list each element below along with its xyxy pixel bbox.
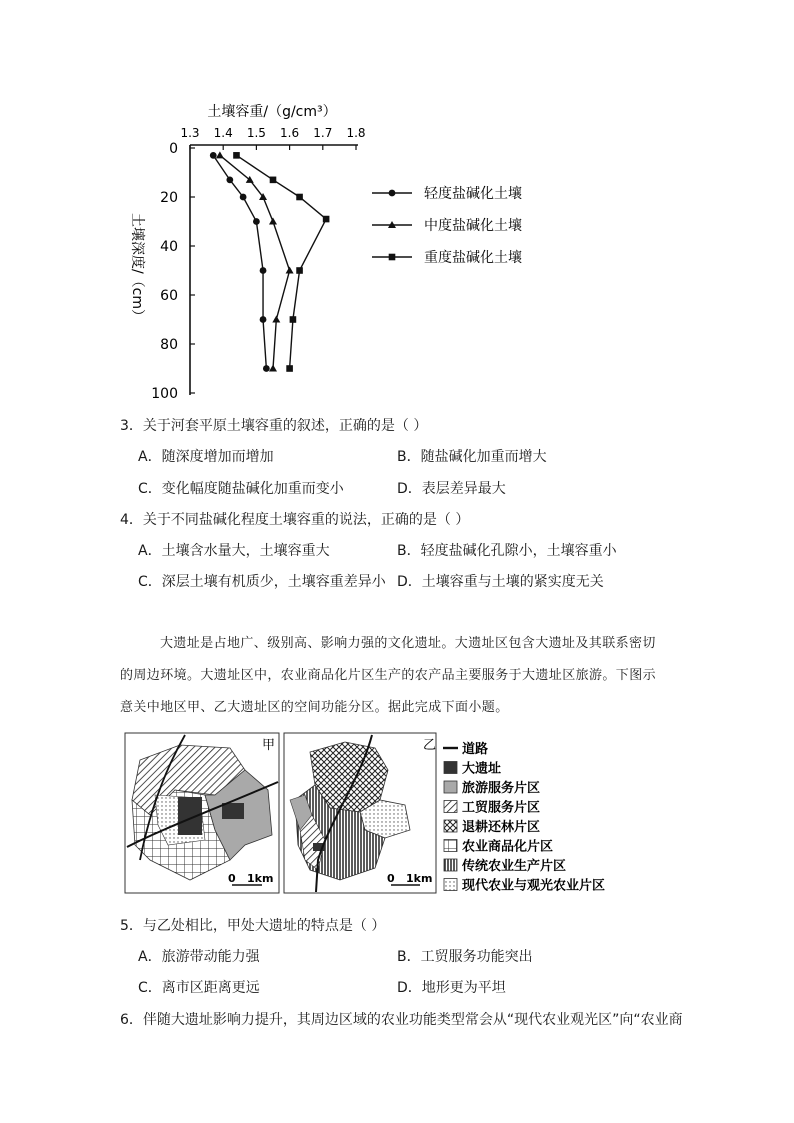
yi-label: 乙 (423, 738, 437, 753)
question-5-option-b[interactable]: B．工贸服务功能突出 (397, 949, 533, 965)
data-point (286, 365, 293, 372)
data-point (296, 267, 303, 274)
question-3-option-a[interactable]: A．随深度增加而增加 (138, 449, 274, 465)
legend-marker (389, 254, 396, 261)
map-legend-label: 大遗址 (462, 761, 502, 777)
question-6-stem: 6．伴随大遗址影响力提升，其周边区域的农业功能类型常会从“现代农业观光区”向“农业商 (120, 1012, 683, 1028)
map-legend-item-traditional (444, 858, 566, 874)
map-legend-item-tourism (444, 780, 540, 796)
map-legend-label: 工贸服务片区 (462, 800, 541, 816)
map-legend (443, 741, 605, 894)
jia-scale-zero: 0 (228, 872, 236, 885)
y-tick-label: 40 (160, 239, 178, 255)
legend-item (372, 249, 522, 266)
question-5-stem: 5．与乙处相比，甲处大遗址的特点是（ ） (120, 918, 386, 934)
legend-swatch (444, 879, 457, 891)
y-tick-label: 100 (151, 386, 178, 402)
data-point (260, 267, 267, 274)
y-axis-ticks (151, 141, 195, 402)
question-4-option-a[interactable]: A．土壤含水量大，土壤容重大 (138, 543, 330, 559)
y-tick-label: 0 (169, 141, 178, 157)
map-legend-item-site (444, 761, 501, 777)
passage-line-3: 意关中地区甲、乙大遗址区的空间功能分区。据此完成下面小题。 (120, 700, 509, 715)
data-point (323, 216, 330, 223)
question-4-option-c[interactable]: C．深层土壤有机质少，土壤容重差异小 (138, 574, 386, 590)
map-legend-item-modern (444, 878, 605, 894)
data-point (210, 152, 217, 159)
series-circle (210, 152, 270, 372)
yi-scale-zero: 0 (387, 872, 395, 885)
legend-swatch (444, 762, 457, 774)
map-legend-item-road (443, 741, 488, 757)
data-point (269, 218, 277, 225)
series-line (236, 155, 326, 368)
data-point (269, 365, 277, 372)
legend-swatch (444, 840, 457, 852)
map-legend-item-commodity (444, 839, 553, 855)
y-tick-label: 80 (160, 337, 178, 353)
yi-scale-unit: 1km (406, 872, 433, 885)
data-point (216, 151, 224, 158)
legend-swatch (444, 859, 457, 871)
y-tick-label: 20 (160, 190, 178, 206)
data-point (263, 365, 270, 372)
soil-bulk-density-chart (0, 0, 794, 410)
legend-item (372, 217, 522, 234)
data-point (253, 218, 260, 225)
data-point (286, 267, 294, 274)
series-line (213, 155, 266, 368)
data-point (260, 316, 267, 323)
series-layer (210, 151, 330, 372)
question-5-option-d[interactable]: D．地形更为平坦 (397, 980, 506, 996)
x-axis-ticks (180, 126, 365, 150)
passage-line-1: 大遗址是占地广、级别高、影响力强的文化遗址。大遗址区包含大遗址及其联系密切 (160, 636, 656, 651)
map-legend-item-forest (444, 819, 540, 835)
jia-site-east (222, 803, 244, 819)
x-tick-label: 1.7 (313, 126, 333, 140)
jia-label: 甲 (262, 738, 276, 753)
map-legend-label: 现代农业与观光农业片区 (462, 878, 606, 894)
legend-label: 轻度盐碱化土壤 (424, 186, 522, 202)
map-legend-label: 道路 (462, 742, 489, 757)
x-tick-label: 1.6 (280, 126, 300, 140)
question-5-option-c[interactable]: C．离市区距离更远 (138, 980, 260, 996)
question-3-option-b[interactable]: B．随盐碱化加重而增大 (397, 449, 547, 465)
question-5-option-a[interactable]: A．旅游带动能力强 (138, 949, 260, 965)
x-tick-label: 1.4 (213, 126, 233, 140)
data-point (272, 316, 280, 323)
question-3-stem: 3．关于河套平原土壤容重的叙述，正确的是（ ） (120, 418, 428, 434)
chart-legend (372, 185, 522, 266)
y-tick-label: 60 (160, 288, 178, 304)
data-point (270, 177, 277, 184)
passage-line-2: 的周边环境。大遗址区中，农业商品化片区生产的农产品主要服务于大遗址区旅游。下图示 (120, 668, 657, 683)
legend-swatch (444, 781, 457, 793)
legend-label: 中度盐碱化土壤 (424, 218, 522, 234)
legend-marker (389, 190, 396, 197)
series-square (233, 152, 329, 372)
y-axis-label: 土壤深度/（cm） (129, 212, 145, 324)
map-yi (284, 733, 436, 893)
map-legend-label: 传统农业生产片区 (462, 859, 567, 874)
question-4-option-b[interactable]: B．轻度盐碱化孔隙小，土壤容重小 (397, 543, 617, 559)
legend-label: 重度盐碱化土壤 (424, 250, 522, 266)
legend-swatch (444, 820, 457, 832)
map-legend-item-trade (444, 800, 540, 816)
map-legend-label: 退耕还林片区 (462, 820, 541, 835)
x-tick-label: 1.5 (246, 126, 266, 140)
chart-title: 土壤容重/（g/cm³） (207, 104, 337, 120)
map-jia (125, 733, 279, 893)
x-tick-label: 1.3 (180, 126, 200, 140)
series-line (220, 155, 290, 368)
jia-scale-unit: 1km (247, 872, 274, 885)
legend-swatch (444, 801, 457, 813)
map-legend-label: 农业商品化片区 (462, 839, 554, 855)
data-point (233, 152, 240, 159)
site-zoning-maps (0, 725, 794, 900)
series-triangle (216, 151, 294, 371)
x-tick-label: 1.8 (346, 126, 366, 140)
question-4-option-d[interactable]: D．土壤容重与土壤的紧实度无关 (397, 574, 604, 590)
question-3-option-c[interactable]: C．变化幅度随盐碱化加重而变小 (138, 481, 344, 497)
legend-item (372, 185, 522, 202)
question-3-option-d[interactable]: D．表层差异最大 (397, 481, 506, 497)
data-point (226, 176, 233, 183)
question-4-stem: 4．关于不同盐碱化程度土壤容重的说法，正确的是（ ） (120, 512, 470, 528)
data-point (296, 194, 303, 201)
data-point (240, 194, 247, 201)
data-point (290, 316, 297, 323)
map-legend-label: 旅游服务片区 (462, 781, 541, 796)
